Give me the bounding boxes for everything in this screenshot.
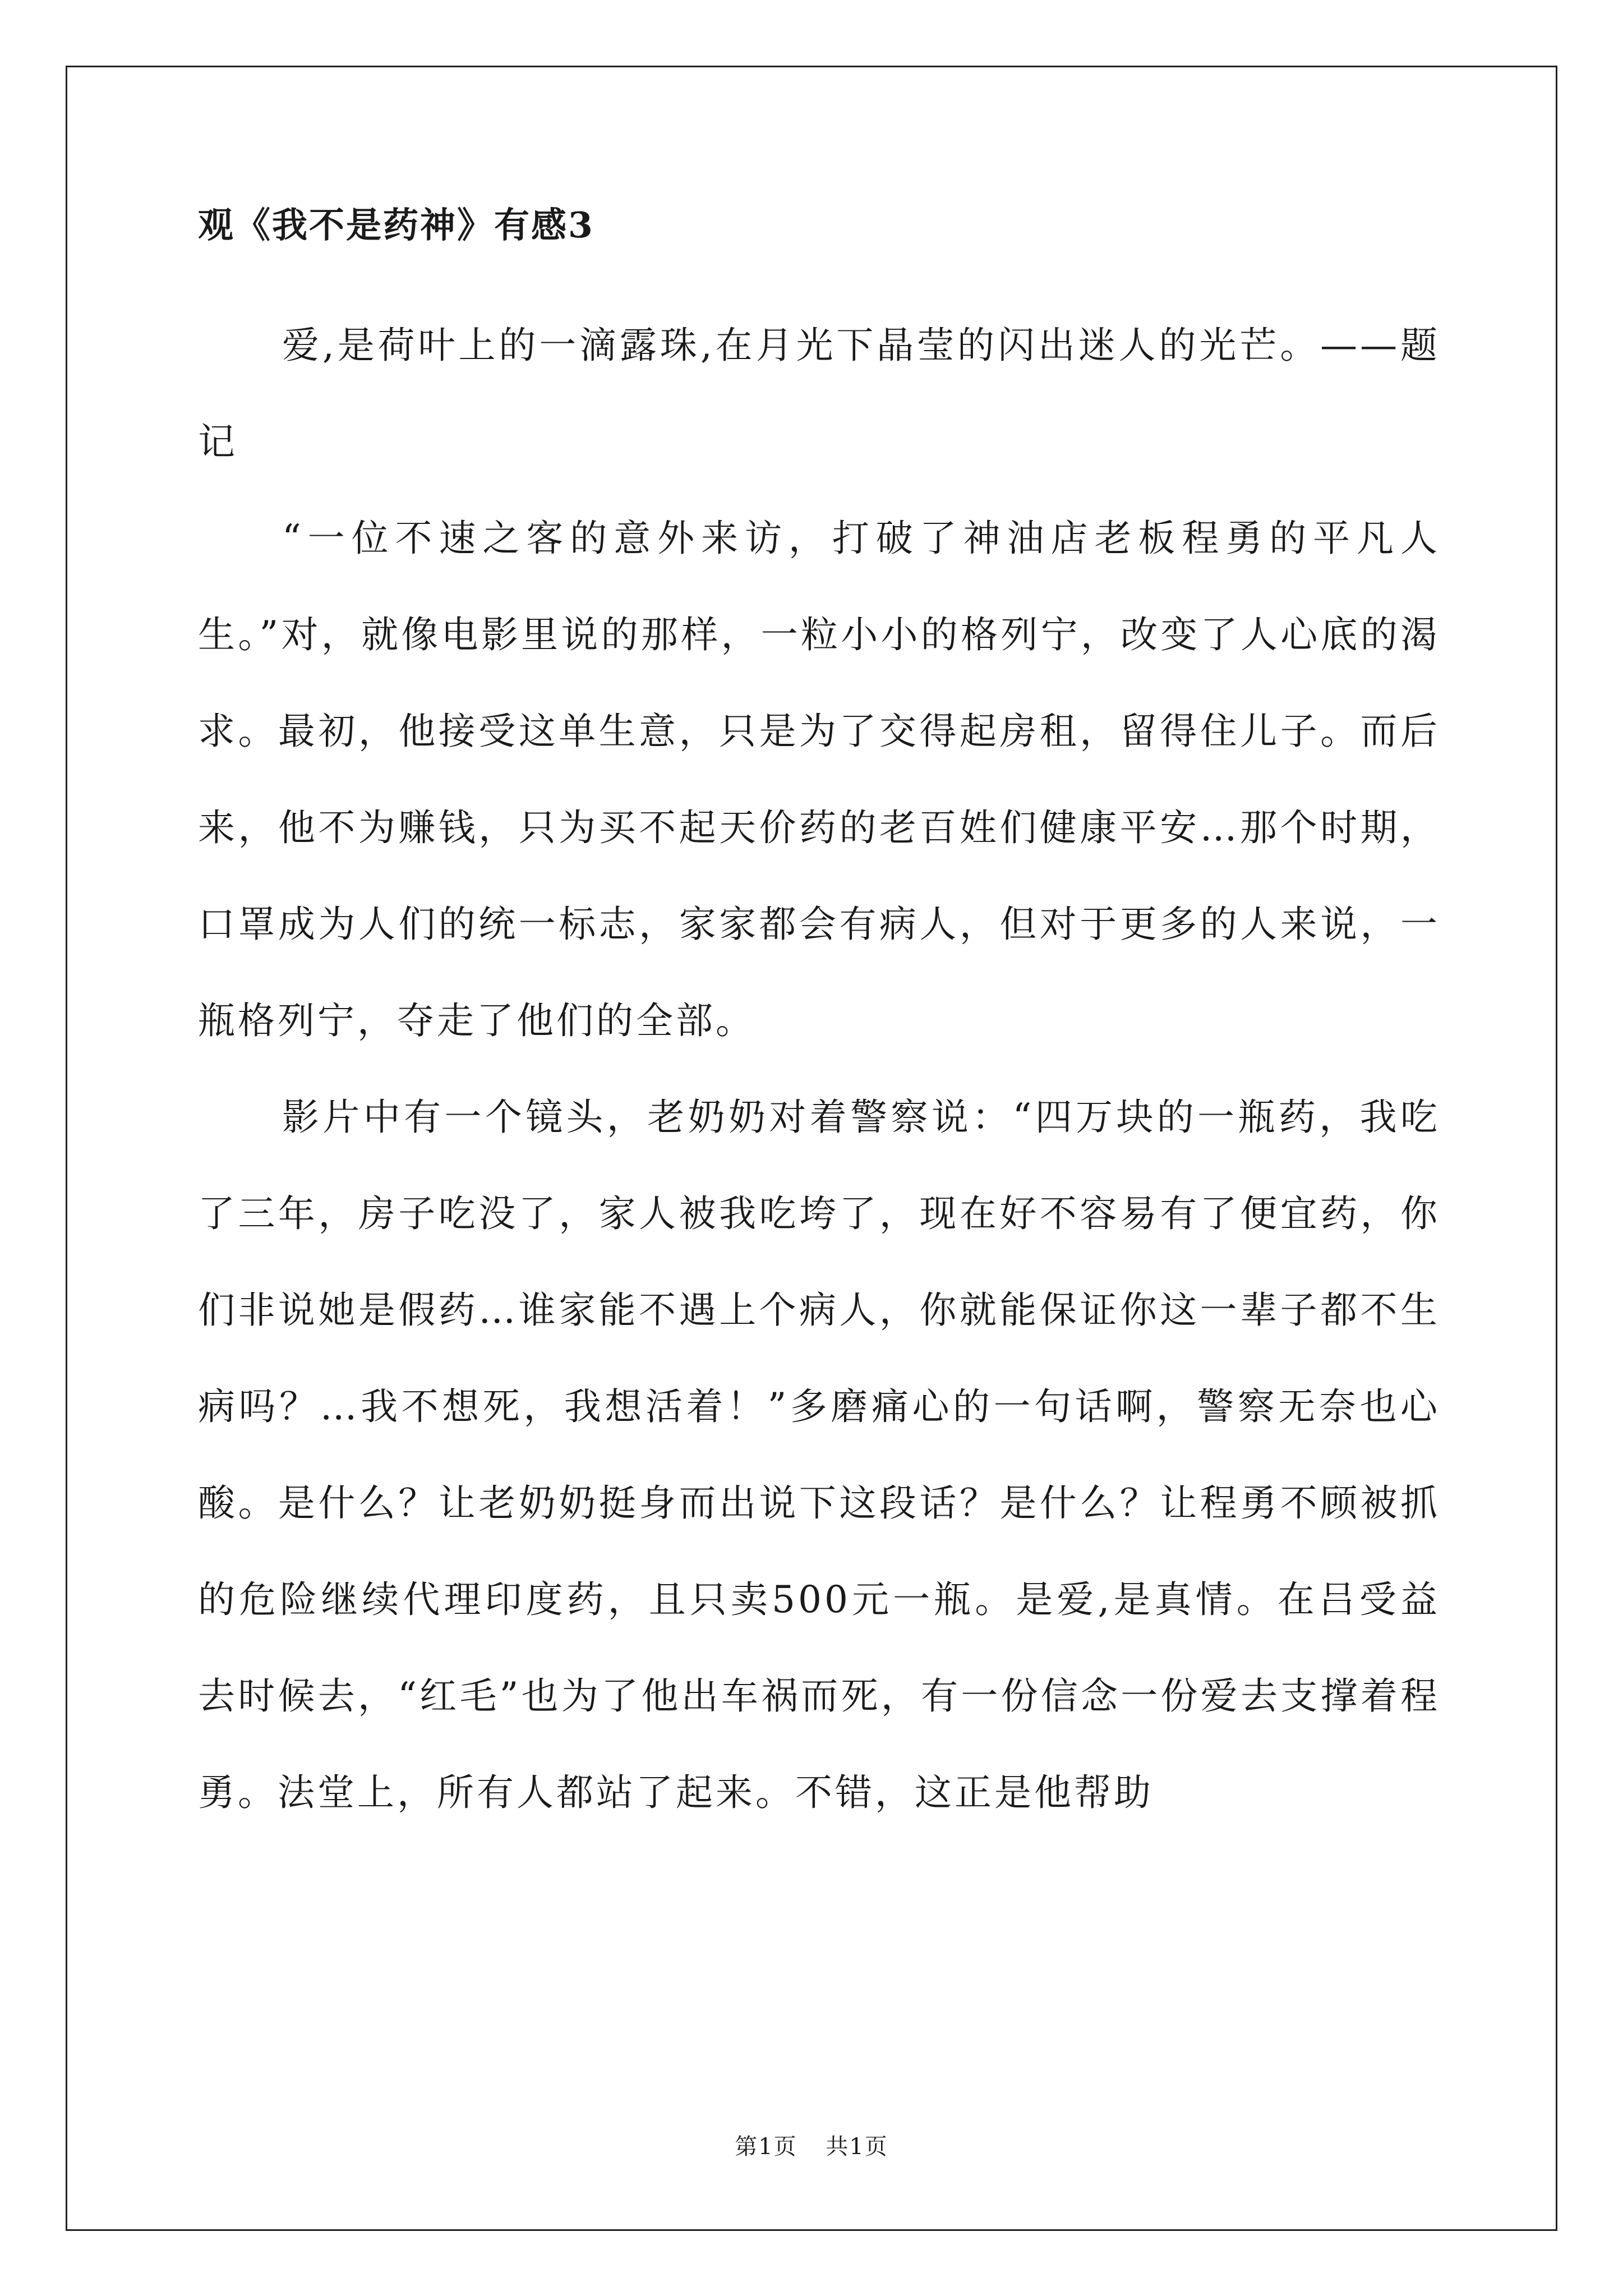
page-number: 第1页 (735, 2134, 797, 2160)
page-total: 共1页 (826, 2134, 888, 2160)
paragraph-scene: 影片中有一个镜头，老奶奶对着警察说：“四万块的一瓶药，我吃了三年，房子吃没了，家人被我吃垮了，现在好不容易有了便宜药，你们非说她是假药…谁家能不遇上个病人，你就能保证你这一辈子都不生病吗？…我不想死，我想活着！”多磨痛心的一句话啊，警察无奈也心酸。是什么？让老奶奶挺身而出说下这段话？是什么？让程勇不顾被抓的危险继续代理印度药，且只卖500元一瓶。是爱,是真情。在吕受益去时候去，“红毛”也为了他出车祸而死，有一份信念一份爱去支撑着程勇。法堂上，所有人都站了起来。不错，这正是他帮助 (198, 1096, 1440, 1814)
document-title: 观《我不是药神》有感3 (198, 204, 594, 246)
paragraph-intro: “一位不速之客的意外来访，打破了神油店老板程勇的平凡人生。”对，就像电影里说的那样，一粒小小的格列宁，改变了人心底的渴求。最初，他接受这单生意，只是为了交得起房租，留得住儿子。而后来，他不为赚钱，只为买不起天价药的老百姓们健康平安…那个时期，口罩成为人们的统一标志，家家都会有病人，但对于更多的人来说，一瓶格列宁，夺走了他们的全部。 (198, 517, 1440, 1042)
page-footer (0, 2129, 1623, 2161)
paragraph-epigraph: 爱,是荷叶上的一滴露珠,在月光下晶莹的闪出迷人的光芒。——题记 (198, 324, 1440, 463)
document-body (198, 204, 1440, 1841)
